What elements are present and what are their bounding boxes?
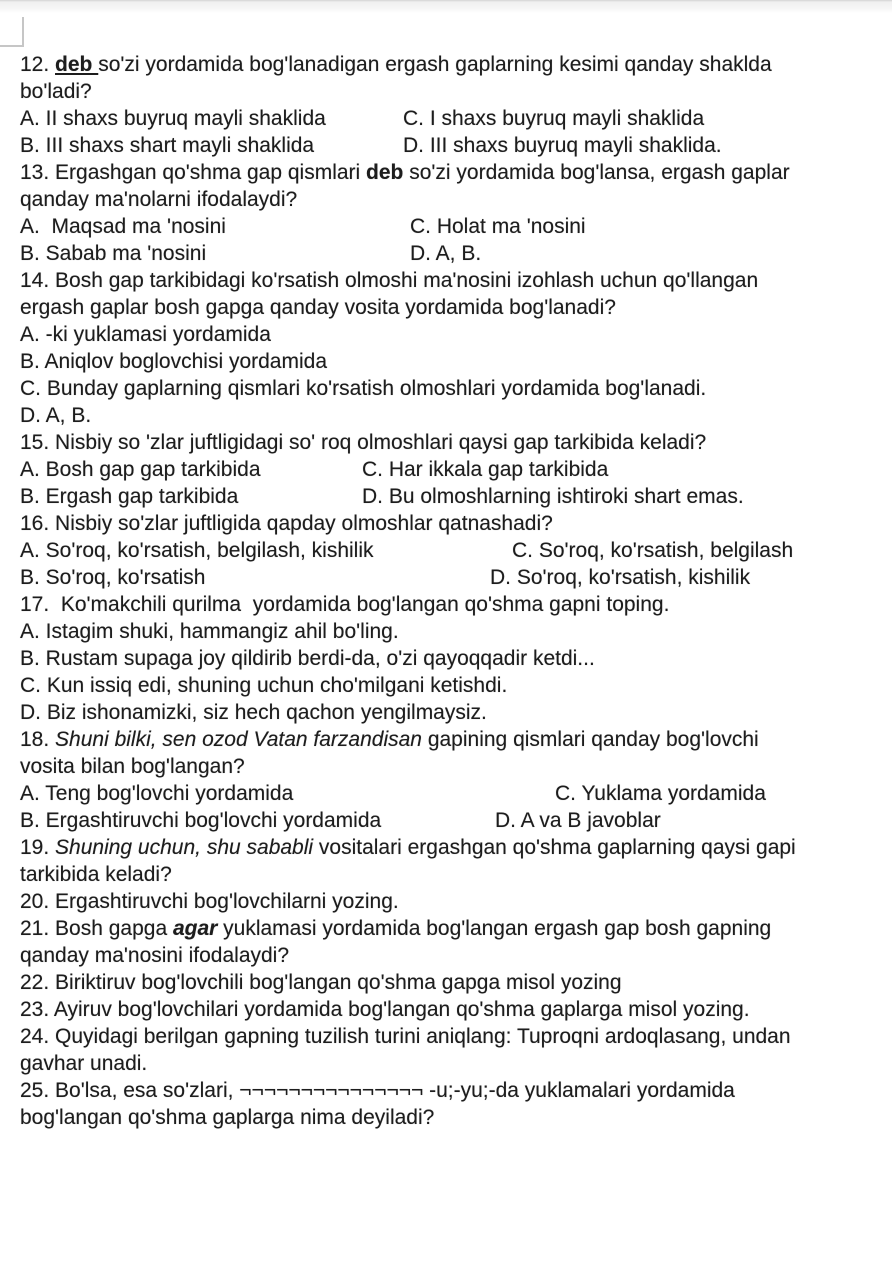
document-line (20, 240, 886, 267)
document-line (20, 402, 886, 429)
text-column (20, 186, 297, 213)
document-line (20, 996, 886, 1023)
text-segment: gavhar unadi. (20, 1052, 148, 1075)
text-segment: Shuni bilki, sen ozod Vatan farzandisan (55, 728, 428, 751)
text-segment: 19. (20, 836, 56, 859)
document-line (20, 132, 886, 159)
text-segment: vositalari ergashgan qo'shma gaplarning qaysi gapi (318, 836, 796, 859)
text-column (20, 888, 399, 915)
text-segment: 24. Quyidagi berilgan gapning tuzilish turini aniqlang: Tuproqni ardoqlasang, undan (20, 1025, 791, 1048)
text-segment: C. I shaxs buyruq mayli shaklida (403, 107, 705, 130)
text-column (410, 213, 586, 240)
text-segment: deb (55, 53, 99, 76)
text-column (490, 564, 750, 591)
text-column (20, 51, 772, 78)
text-segment: tarkibida keladi? (20, 863, 172, 886)
text-column (20, 1050, 147, 1077)
document-line (20, 429, 886, 456)
document-line (20, 321, 886, 348)
text-segment: Shuning uchun, shu sababli (55, 836, 319, 859)
text-column (512, 537, 793, 564)
text-segment: 21. Bosh gapga (20, 917, 173, 940)
text-column (20, 1104, 434, 1131)
text-column (20, 915, 771, 942)
text-column (362, 456, 608, 483)
document-line (20, 483, 886, 510)
text-segment: 14. Bosh gap tarkibidagi ko'rsatish olmoshi ma'nosini izohlash uchun qo'llangan (20, 269, 759, 292)
document-line (20, 186, 886, 213)
text-segment: C. So'roq, ko'rsatish, belgilash (512, 539, 794, 562)
document-line (20, 1050, 886, 1077)
text-column (495, 807, 661, 834)
document-line (20, 699, 886, 726)
document-line (20, 969, 886, 996)
text-segment: A. -ki yuklamasi yordamida (20, 323, 271, 346)
text-segment: 22. Biriktiruv bog'lovchili bog'langan qo'shma gapga misol yozing (20, 971, 622, 994)
text-segment: A. Bosh gap gap tarkibida (20, 458, 261, 481)
text-segment: bo'ladi? (20, 80, 92, 103)
text-segment: so'zi yordamida bog'lanadigan ergash gaplarning kesimi qanday shaklda (98, 53, 772, 76)
text-column (20, 564, 205, 591)
document-line (20, 267, 886, 294)
document-line (20, 375, 886, 402)
text-column (20, 537, 374, 564)
text-segment: B. Aniqlov boglovchisi yordamida (20, 350, 328, 373)
text-segment: C. Holat ma 'nosini (410, 215, 586, 238)
text-segment: D. Bu olmoshlarning ishtiroki shart emas. (362, 485, 744, 508)
text-segment: D. III shaxs buyruq mayli shaklida. (403, 134, 722, 157)
text-segment: ergash gaplar bosh gapga qanday vosita yordamida bog'lanadi? (20, 296, 616, 319)
document-line (20, 159, 886, 186)
text-column (410, 240, 481, 267)
text-segment: C. Kun issiq edi, shuning uchun cho'milgani ketishdi. (20, 674, 508, 697)
text-column (20, 78, 92, 105)
text-column (20, 375, 706, 402)
text-column (403, 105, 704, 132)
document-line (20, 834, 886, 861)
document-line (20, 510, 886, 537)
text-column (20, 699, 487, 726)
document-line (20, 753, 886, 780)
text-segment: bog'langan qo'shma gaplarga nima deyiladi? (20, 1106, 435, 1129)
text-segment: 20. Ergashtiruvchi bog'lovchilarni yozing. (20, 890, 399, 913)
document-line (20, 780, 886, 807)
text-segment: B. Ergash gap tarkibida (20, 485, 239, 508)
text-column (555, 780, 766, 807)
text-segment: 23. Ayiruv bog'lovchilari yordamida bog'langan qo'shma gaplarga misol yozing. (20, 998, 750, 1021)
text-segment: 25. Bo'lsa, esa so'zlari, ¬¬¬¬¬¬¬¬¬¬¬¬¬¬¬ -u;-yu;-da yuklamalari yordamida (20, 1079, 735, 1102)
document-line (20, 537, 886, 564)
document-line (20, 942, 886, 969)
text-segment: B. Sabab ma 'nosini (20, 242, 207, 265)
text-column (20, 240, 206, 267)
text-column (20, 807, 381, 834)
text-segment: 17. Ko'makchili qurilma yordamida bog'langan qo'shma gapni toping. (20, 593, 670, 616)
text-segment: D. A, B. (410, 242, 482, 265)
document-line (20, 726, 886, 753)
document-line (20, 78, 886, 105)
text-segment: B. So'roq, ko'rsatish (20, 566, 206, 589)
text-column (20, 645, 595, 672)
text-segment: A. Maqsad ma 'nosini (20, 215, 226, 238)
text-column (20, 726, 759, 753)
document-line (20, 591, 886, 618)
text-column (20, 294, 616, 321)
text-column (20, 159, 790, 186)
document-line (20, 618, 886, 645)
text-segment: B. Ergashtiruvchi bog'lovchi yordamida (20, 809, 382, 832)
document-body (20, 51, 886, 1131)
text-segment: 12. (20, 53, 56, 76)
text-column (20, 1077, 735, 1104)
text-column (20, 942, 289, 969)
text-column (20, 834, 796, 861)
text-column (20, 672, 507, 699)
text-column (403, 132, 722, 159)
text-segment: D. A va B javoblar (495, 809, 661, 832)
text-segment: yuklamasi yordamida bog'langan ergash gap bosh gapning (217, 917, 772, 940)
text-column (20, 1023, 791, 1050)
text-column (20, 429, 706, 456)
text-segment: C. Yuklama yordamida (555, 782, 766, 805)
text-column (20, 510, 553, 537)
text-segment: A. Istagim shuki, hammangiz ahil bo'ling. (20, 620, 399, 643)
document-line (20, 348, 886, 375)
text-column (20, 780, 293, 807)
text-segment: C. Bunday gaplarning qismlari ko'rsatish olmoshlari yordamida bog'lanadi. (20, 377, 707, 400)
text-column (20, 996, 750, 1023)
document-line (20, 456, 886, 483)
document-line (20, 915, 886, 942)
document-line (20, 1023, 886, 1050)
text-segment: qanday ma'nolarni ifodalaydi? (20, 188, 298, 211)
document-line (20, 1104, 886, 1131)
text-segment: D. A, B. (20, 404, 92, 427)
document-line (20, 1077, 886, 1104)
text-column (20, 267, 758, 294)
text-column (362, 483, 744, 510)
text-column (20, 456, 261, 483)
text-segment: C. Har ikkala gap tarkibida (362, 458, 609, 481)
document-line (20, 807, 886, 834)
text-segment: 16. Nisbiy so'zlar juftligida qapday olmoshlar qatnashadi? (20, 512, 553, 535)
text-column (20, 483, 238, 510)
document-line (20, 213, 886, 240)
text-segment: 15. Nisbiy so 'zlar juftligidagi so' roq olmoshlari qaysi gap tarkibida keladi? (20, 431, 707, 454)
corner-crop-mark (0, 17, 24, 47)
document-line (20, 672, 886, 699)
document-line (20, 294, 886, 321)
text-column (20, 753, 245, 780)
document-line (20, 564, 886, 591)
document-line (20, 105, 886, 132)
document-line (20, 861, 886, 888)
text-column (20, 591, 669, 618)
text-segment: so'zi yordamida bog'lansa, ergash gaplar (409, 161, 790, 184)
text-segment: 18. (20, 728, 56, 751)
text-segment: qanday ma'nosini ifodalaydi? (20, 944, 290, 967)
text-segment: agar (172, 917, 218, 940)
text-segment: gapining qismlari qanday bog'lovchi (427, 728, 759, 751)
text-segment: 13. Ergashgan qo'shma gap qismlari (20, 161, 367, 184)
text-column (20, 348, 327, 375)
text-column (20, 105, 326, 132)
document-line (20, 51, 886, 78)
text-column (20, 969, 622, 996)
text-segment: A. Teng bog'lovchi yordamida (20, 782, 294, 805)
text-segment: B. III shaxs shart mayli shaklida (20, 134, 315, 157)
text-column (20, 321, 271, 348)
text-column (20, 132, 314, 159)
document-line (20, 645, 886, 672)
text-segment: A. II shaxs buyruq mayli shaklida (20, 107, 326, 130)
text-segment: D. Biz ishonamizki, siz hech qachon yengilmaysiz. (20, 701, 487, 724)
text-column (20, 618, 399, 645)
text-segment: deb (366, 161, 410, 184)
scan-top-edge (0, 0, 892, 13)
text-column (20, 861, 172, 888)
text-column (20, 402, 91, 429)
text-segment: A. So'roq, ko'rsatish, belgilash, kishilik (20, 539, 374, 562)
text-segment: D. So'roq, ko'rsatish, kishilik (490, 566, 751, 589)
text-segment: vosita bilan bog'langan? (20, 755, 245, 778)
document-line (20, 888, 886, 915)
text-column (20, 213, 226, 240)
text-segment: B. Rustam supaga joy qildirib berdi-da, o'zi qayoqqadir ketdi... (20, 647, 595, 670)
